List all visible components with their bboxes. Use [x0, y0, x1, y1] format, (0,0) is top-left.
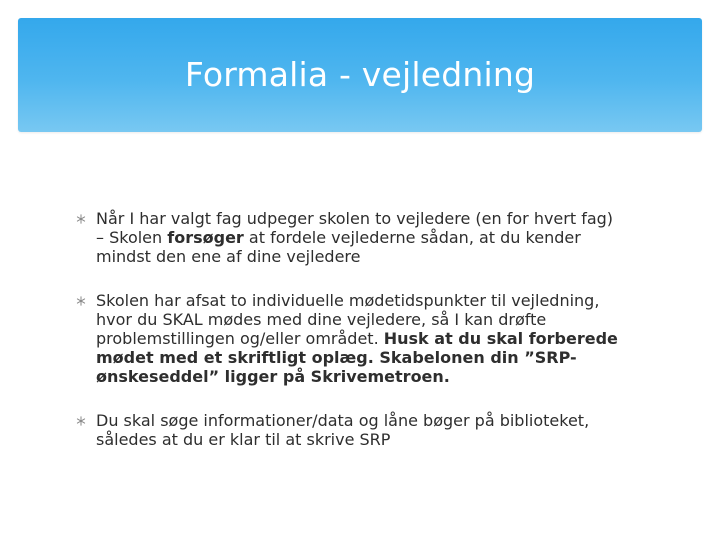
bullet-1-emphasis: forsøger — [167, 228, 244, 247]
bullet-item-3 — [74, 411, 654, 449]
slide-title: Formalia - vejledning — [184, 55, 536, 94]
bullet-2-bold-1: Husk at du skal forberede — [383, 329, 618, 348]
bullet-2-line-3: problemstillingen og/eller området. — [96, 329, 384, 348]
bullet-list — [74, 209, 654, 449]
asterisk-icon — [76, 214, 86, 224]
bullet-3-line-1: Du skal søge informationer/data og låne bøger på biblioteket, — [96, 411, 590, 430]
bullet-2-line-2: hvor du SKAL mødes med dine vejledere, så I kan drøfte — [96, 310, 547, 329]
asterisk-icon — [76, 416, 86, 426]
bullet-2-bold-2: mødet med et skriftligt oplæg. Skabelonen din ”SRP- — [96, 348, 577, 367]
bullet-item-1 — [74, 209, 654, 266]
bullet-2-bold-3: ønskeseddel” ligger på Skrivemetroen. — [96, 367, 450, 386]
bullet-1-line-2-start: – Skolen — [96, 228, 168, 247]
bullet-1-line-2-end: at fordele vejlederne sådan, at du kender — [243, 228, 581, 247]
bullet-2-line-1: Skolen har afsat to individuelle mødetidspunkter til vejledning, — [96, 291, 600, 310]
bullet-1-line-3: mindst den ene af dine vejledere — [96, 247, 361, 266]
asterisk-icon — [76, 296, 86, 306]
bullet-item-2 — [74, 291, 654, 386]
bullet-1-line-1: Når I har valgt fag udpeger skolen to vejledere (en for hvert fag) — [96, 209, 614, 228]
bullet-3-line-2: således at du er klar til at skrive SRP — [96, 430, 391, 449]
